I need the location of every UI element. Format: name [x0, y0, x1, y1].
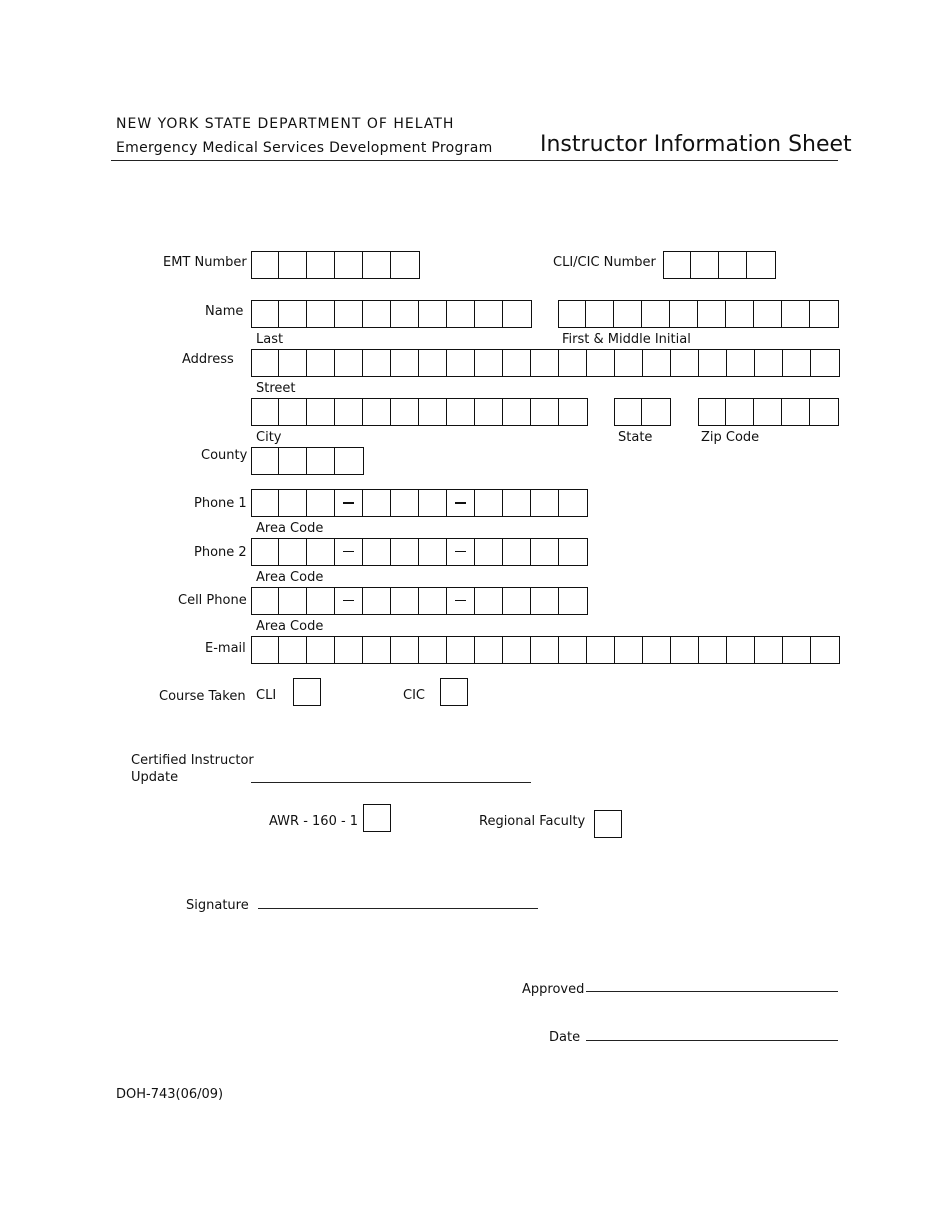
signature-line[interactable] [258, 908, 538, 909]
date-line[interactable] [586, 1040, 838, 1041]
address-label: Address [182, 352, 234, 367]
date-label: Date [549, 1030, 581, 1045]
email-input[interactable] [251, 636, 840, 664]
city-input[interactable] [251, 398, 588, 426]
agency-name: NEW YORK STATE DEPARTMENT OF HELATH [116, 116, 455, 132]
regional-faculty-checkbox[interactable] [594, 810, 622, 838]
awr-label: AWR - 160 - 1 [269, 814, 359, 829]
zip-code-sublabel: Zip Code [701, 430, 760, 445]
cert-update-line[interactable] [251, 782, 531, 783]
county-label: County [201, 448, 248, 463]
zip-code-input[interactable] [698, 398, 839, 426]
approved-line[interactable] [586, 991, 838, 992]
awr-checkbox[interactable] [363, 804, 391, 832]
approved-label: Approved [522, 982, 585, 997]
emt-number-label: EMT Number [163, 255, 247, 270]
header-rule [111, 160, 838, 161]
cell-phone-area-code-sublabel: Area Code [256, 619, 324, 634]
form-title: Instructor Information Sheet [540, 132, 852, 157]
state-input[interactable] [614, 398, 671, 426]
phone1-area-code-sublabel: Area Code [256, 521, 324, 536]
county-input[interactable] [251, 447, 364, 475]
street-sublabel: Street [256, 381, 296, 396]
first-middle-sublabel: First & Middle Initial [562, 332, 691, 347]
signature-label: Signature [186, 898, 249, 913]
cell-phone-label: Cell Phone [178, 593, 247, 608]
city-sublabel: City [256, 430, 282, 445]
regional-faculty-label: Regional Faculty [479, 814, 586, 829]
name-label: Name [205, 304, 244, 319]
form-number: DOH-743(06/09) [116, 1087, 224, 1102]
phone2-input[interactable] [251, 538, 588, 566]
cert-update-label-line2: Update [131, 770, 179, 785]
cic-option-label: CIC [403, 688, 425, 703]
email-label: E-mail [205, 641, 246, 656]
phone2-label: Phone 2 [194, 545, 247, 560]
phone1-input[interactable] [251, 489, 588, 517]
cli-checkbox[interactable] [293, 678, 321, 706]
cic-checkbox[interactable] [440, 678, 468, 706]
cli-cic-number-input[interactable] [663, 251, 776, 279]
street-input[interactable] [251, 349, 840, 377]
program-name: Emergency Medical Services Development Program [116, 140, 493, 156]
cli-option-label: CLI [256, 688, 277, 703]
cli-cic-number-label: CLI/CIC Number [553, 255, 656, 270]
cert-update-label-line1: Certified Instructor [131, 753, 254, 768]
last-name-input[interactable] [251, 300, 532, 328]
phone2-area-code-sublabel: Area Code [256, 570, 324, 585]
last-sublabel: Last [256, 332, 284, 347]
course-taken-label: Course Taken [159, 689, 246, 704]
phone1-label: Phone 1 [194, 496, 247, 511]
emt-number-input[interactable] [251, 251, 420, 279]
first-middle-name-input[interactable] [558, 300, 839, 328]
cell-phone-input[interactable] [251, 587, 588, 615]
state-sublabel: State [618, 430, 653, 445]
